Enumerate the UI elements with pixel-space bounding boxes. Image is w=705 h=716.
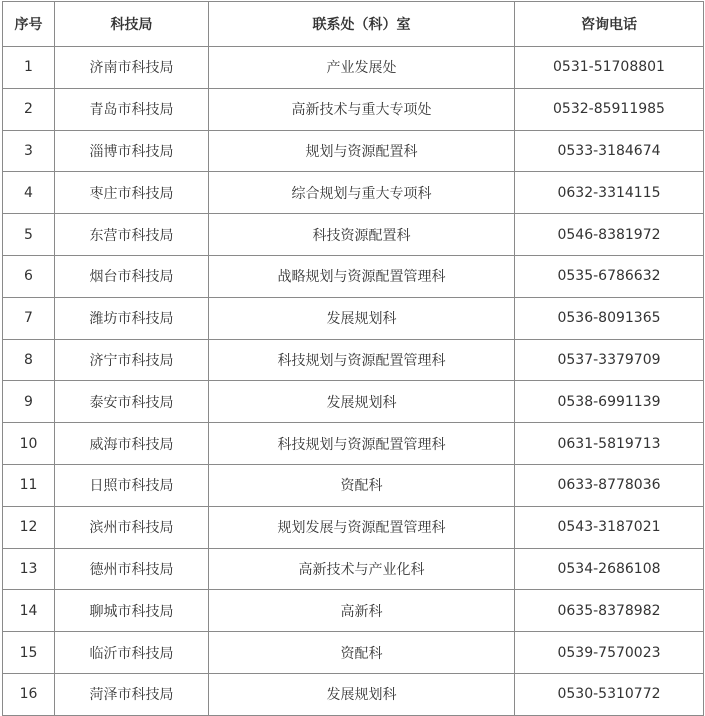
phone-number: 0546-8381972 — [515, 214, 704, 256]
table-row — [3, 172, 704, 214]
row-index: 3 — [3, 130, 55, 172]
row-index: 6 — [3, 255, 55, 297]
header-office: 联系处（科）室 — [209, 2, 515, 47]
row-index: 1 — [3, 47, 55, 89]
table-row — [3, 673, 704, 715]
phone-number: 0535-6786632 — [515, 255, 704, 297]
row-index: 15 — [3, 632, 55, 674]
office-name: 规划与资源配置科 — [209, 130, 515, 172]
phone-number: 0539-7570023 — [515, 632, 704, 674]
table-row — [3, 47, 704, 89]
office-name: 规划发展与资源配置管理科 — [209, 506, 515, 548]
row-index: 8 — [3, 339, 55, 381]
bureau-name: 菏泽市科技局 — [55, 673, 209, 715]
row-index: 12 — [3, 506, 55, 548]
header-bureau: 科技局 — [55, 2, 209, 47]
phone-number: 0631-5819713 — [515, 423, 704, 465]
office-name: 发展规划科 — [209, 381, 515, 423]
table-row — [3, 464, 704, 506]
bureau-name: 济宁市科技局 — [55, 339, 209, 381]
table-row — [3, 130, 704, 172]
table-row — [3, 506, 704, 548]
office-name: 资配科 — [209, 632, 515, 674]
office-name: 高新科 — [209, 590, 515, 632]
bureau-name: 日照市科技局 — [55, 464, 209, 506]
bureau-name: 烟台市科技局 — [55, 255, 209, 297]
office-name: 发展规划科 — [209, 673, 515, 715]
row-index: 4 — [3, 172, 55, 214]
bureau-name: 临沂市科技局 — [55, 632, 209, 674]
bureau-name: 东营市科技局 — [55, 214, 209, 256]
office-name: 高新技术与产业化科 — [209, 548, 515, 590]
bureau-name: 潍坊市科技局 — [55, 297, 209, 339]
bureau-name: 泰安市科技局 — [55, 381, 209, 423]
bureau-name: 威海市科技局 — [55, 423, 209, 465]
office-name: 综合规划与重大专项科 — [209, 172, 515, 214]
table-row — [3, 548, 704, 590]
table-row — [3, 214, 704, 256]
office-name: 产业发展处 — [209, 47, 515, 89]
phone-number: 0537-3379709 — [515, 339, 704, 381]
bureau-name: 德州市科技局 — [55, 548, 209, 590]
row-index: 11 — [3, 464, 55, 506]
table-row — [3, 297, 704, 339]
phone-number: 0530-5310772 — [515, 673, 704, 715]
office-name: 战略规划与资源配置管理科 — [209, 255, 515, 297]
row-index: 14 — [3, 590, 55, 632]
contact-table — [2, 1, 704, 716]
bureau-name: 聊城市科技局 — [55, 590, 209, 632]
header-phone: 咨询电话 — [515, 2, 704, 47]
bureau-name: 淄博市科技局 — [55, 130, 209, 172]
row-index: 5 — [3, 214, 55, 256]
table-row — [3, 423, 704, 465]
phone-number: 0632-3314115 — [515, 172, 704, 214]
phone-number: 0532-85911985 — [515, 88, 704, 130]
bureau-name: 枣庄市科技局 — [55, 172, 209, 214]
office-name: 资配科 — [209, 464, 515, 506]
phone-number: 0633-8778036 — [515, 464, 704, 506]
phone-number: 0543-3187021 — [515, 506, 704, 548]
row-index: 13 — [3, 548, 55, 590]
phone-number: 0534-2686108 — [515, 548, 704, 590]
bureau-name: 滨州市科技局 — [55, 506, 209, 548]
header-row — [3, 2, 704, 47]
office-name: 科技规划与资源配置管理科 — [209, 423, 515, 465]
office-name: 高新技术与重大专项处 — [209, 88, 515, 130]
table-row — [3, 88, 704, 130]
row-index: 2 — [3, 88, 55, 130]
phone-number: 0531-51708801 — [515, 47, 704, 89]
phone-number: 0533-3184674 — [515, 130, 704, 172]
table-row — [3, 255, 704, 297]
phone-number: 0536-8091365 — [515, 297, 704, 339]
table-row — [3, 632, 704, 674]
bureau-name: 济南市科技局 — [55, 47, 209, 89]
office-name: 发展规划科 — [209, 297, 515, 339]
header-index: 序号 — [3, 2, 55, 47]
row-index: 10 — [3, 423, 55, 465]
row-index: 16 — [3, 673, 55, 715]
table-row — [3, 590, 704, 632]
table-row — [3, 381, 704, 423]
bureau-name: 青岛市科技局 — [55, 88, 209, 130]
row-index: 7 — [3, 297, 55, 339]
phone-number: 0538-6991139 — [515, 381, 704, 423]
office-name: 科技资源配置科 — [209, 214, 515, 256]
office-name: 科技规划与资源配置管理科 — [209, 339, 515, 381]
phone-number: 0635-8378982 — [515, 590, 704, 632]
table-row — [3, 339, 704, 381]
row-index: 9 — [3, 381, 55, 423]
